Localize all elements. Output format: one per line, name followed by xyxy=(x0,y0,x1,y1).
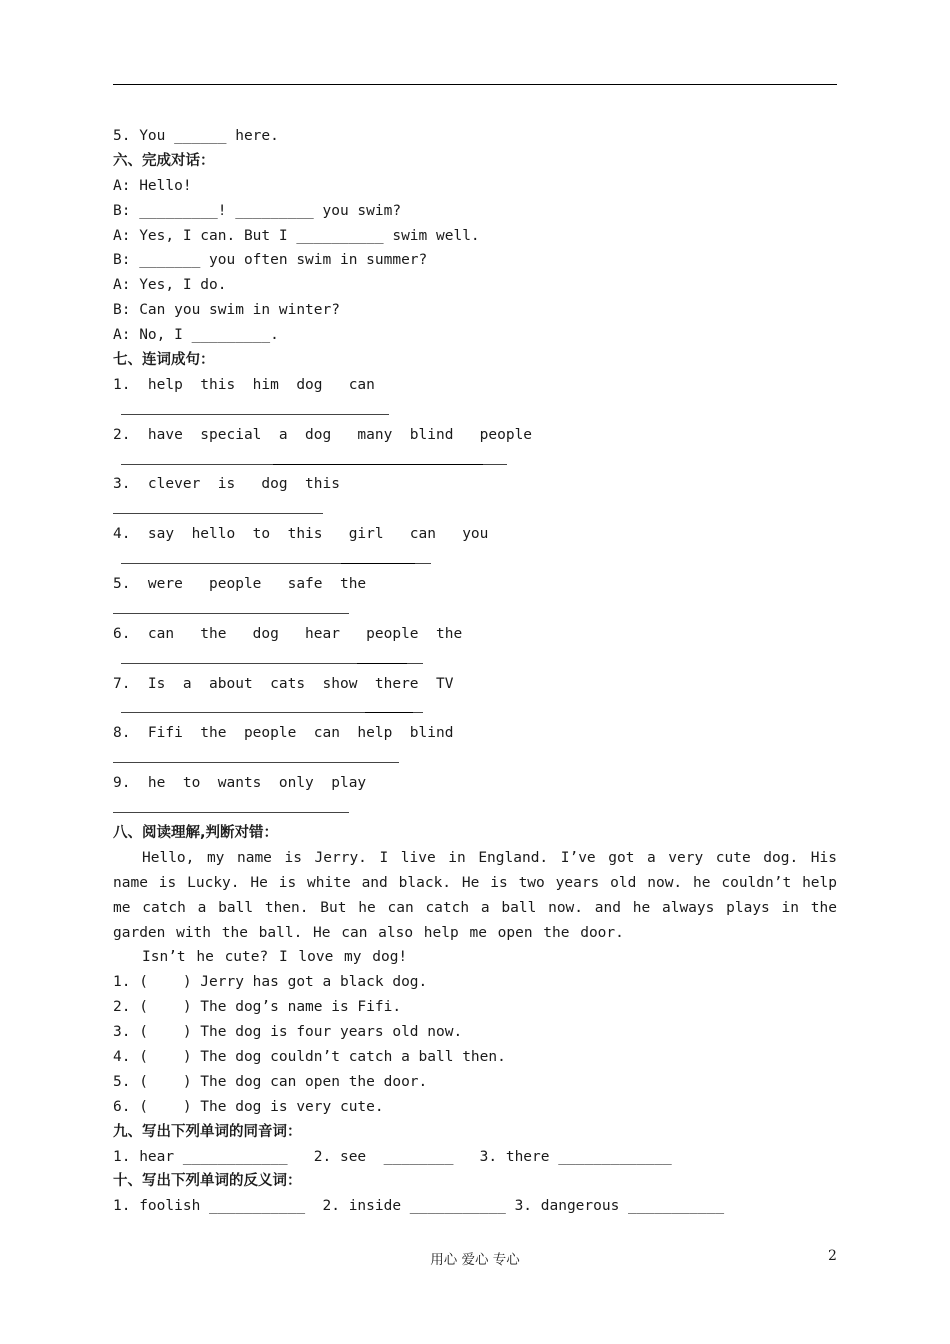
section10-title: 十、写出下列单词的反义词： xyxy=(113,1173,302,1190)
true-false-item: 6. ( ) The dog is very cute. xyxy=(113,1098,384,1115)
answer-line xyxy=(113,398,837,423)
section9-title: 九、写出下列单词的同音词： xyxy=(113,1123,302,1140)
dialogue-line: A: Yes, I do. xyxy=(113,277,227,294)
answer-line xyxy=(113,696,837,721)
word-order-item: 6. can the dog hear people the xyxy=(113,625,463,642)
dialogue-line: B: Can you swim in winter? xyxy=(113,302,340,319)
dialogue-line: A: Yes, I can. But I __________ swim well. xyxy=(113,227,480,244)
word-order-item: 4. say hello to this girl can you xyxy=(113,526,489,543)
answer-line xyxy=(113,448,837,473)
dialogue-line: B: _________! _________ you swim? xyxy=(113,202,402,219)
homophone-items: 1. hear ____________ 2. see ________ 3. there _____________ xyxy=(113,1148,672,1165)
word-order-item: 7. Is a about cats show there TV xyxy=(113,675,454,692)
worksheet-content xyxy=(113,124,837,1219)
word-order-item: 5. were people safe the xyxy=(113,576,367,593)
section6-title: 六、完成对话： xyxy=(113,152,215,169)
section5-item-5: 5. You ______ here. xyxy=(113,128,279,144)
answer-line xyxy=(113,597,837,622)
word-order-item: 3. clever is dog this xyxy=(113,476,340,493)
answer-line xyxy=(113,796,837,821)
word-order-item: 2. have special a dog many blind people xyxy=(113,426,533,443)
true-false-item: 2. ( ) The dog’s name is Fifi. xyxy=(113,999,402,1016)
word-order-item: 9. he to wants only play xyxy=(113,775,367,792)
page-footer: 用心 爱心 专心 xyxy=(430,1252,520,1268)
dialogue-line: A: Hello! xyxy=(113,177,192,194)
true-false-item: 1. ( ) Jerry has got a black dog. xyxy=(113,974,428,991)
word-order-item: 1. help this him dog can xyxy=(113,376,375,393)
section8-title: 八、阅读理解,判断对错： xyxy=(113,824,279,841)
page-number: 2 xyxy=(828,1248,837,1264)
answer-line xyxy=(113,497,837,522)
reading-passage-closing: Isn’t he cute? I love my dog! xyxy=(142,949,408,966)
antonym-items: 1. foolish ___________ 2. inside ___________ 3. dangerous ___________ xyxy=(113,1198,725,1215)
reading-passage: Hello, my name is Jerry. I live in England. I’ve got a very cute dog. His name is Lucky. He is white and black. He is two years old now. he couldn’t help me catch a ball then. But he can catch a ball now. and he always plays in the garden with the ball. He can also help me open the door. xyxy=(113,849,837,941)
true-false-item: 3. ( ) The dog is four years old now. xyxy=(113,1024,463,1041)
true-false-item: 5. ( ) The dog can open the door. xyxy=(113,1073,428,1090)
answer-line xyxy=(113,746,837,771)
header-rule xyxy=(113,84,837,85)
true-false-item: 4. ( ) The dog couldn’t catch a ball then. xyxy=(113,1049,506,1066)
dialogue-line: A: No, I _________. xyxy=(113,327,279,344)
dialogue-line: B: _______ you often swim in summer? xyxy=(113,252,428,269)
word-order-item: 8. Fifi the people can help blind xyxy=(113,725,454,742)
section7-title: 七、连词成句： xyxy=(113,352,215,369)
answer-line xyxy=(113,547,837,572)
answer-line xyxy=(113,647,837,672)
